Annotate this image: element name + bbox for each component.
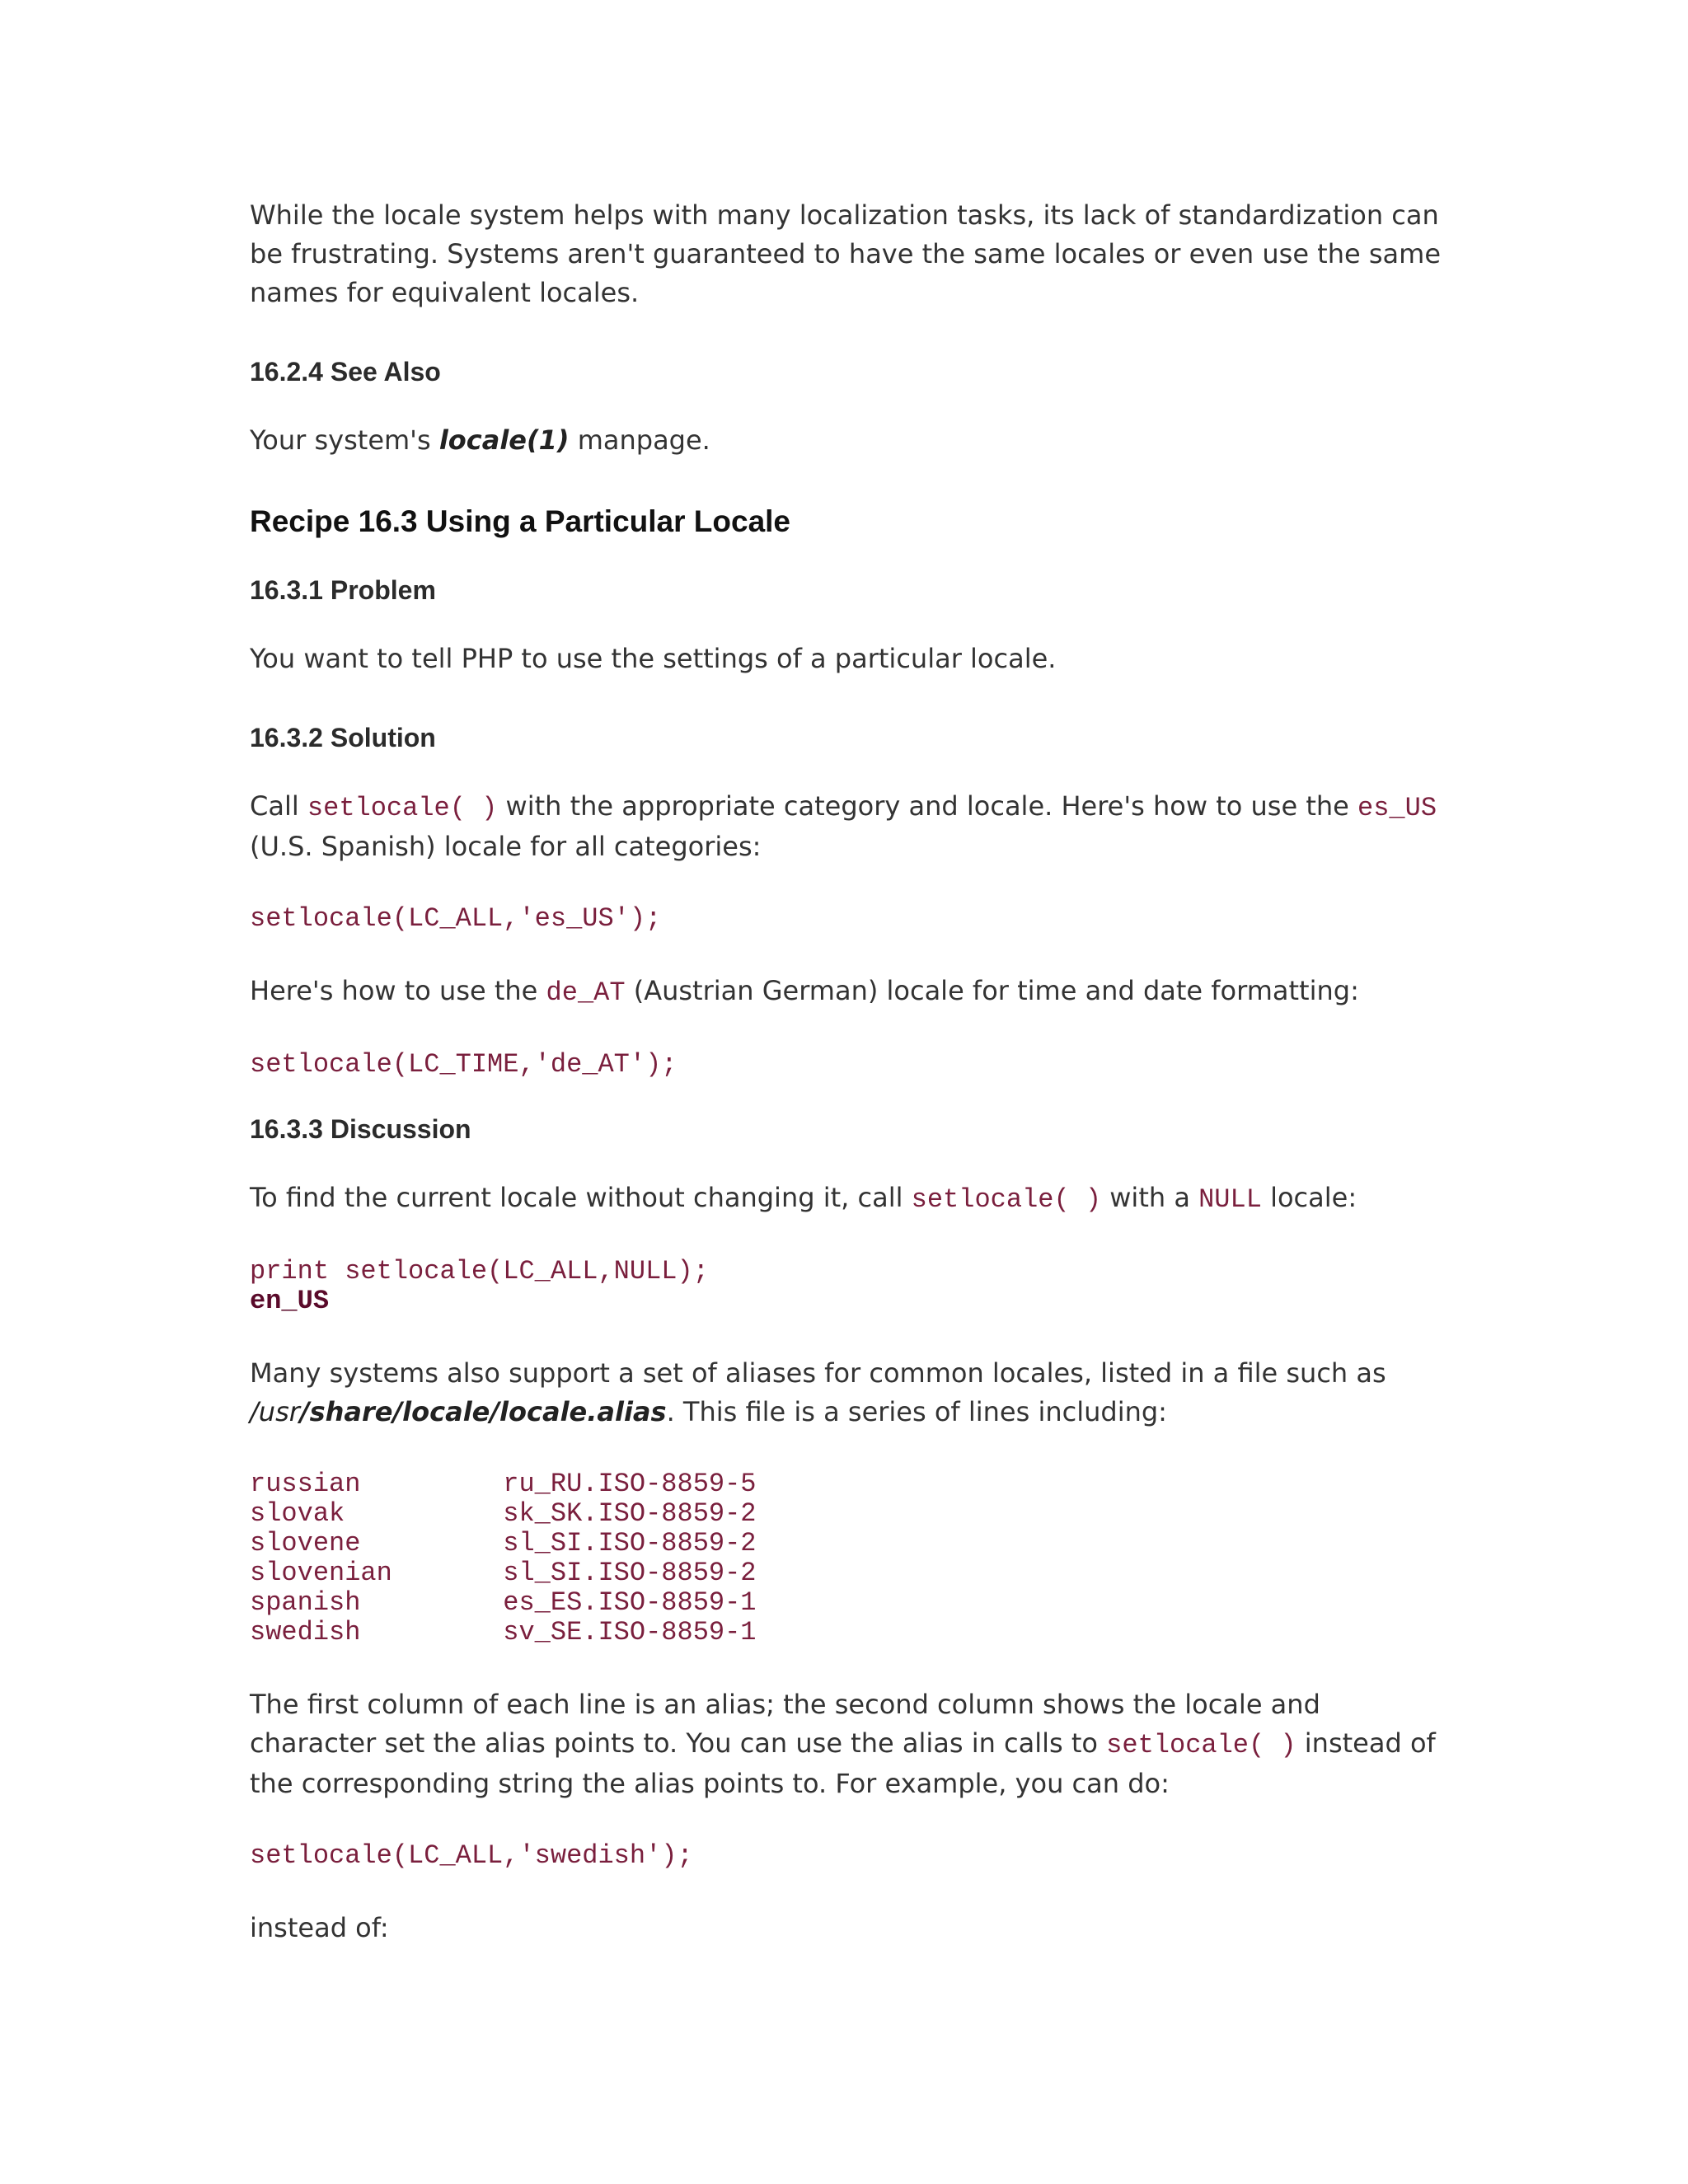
inline-code: setlocale( ): [911, 1184, 1102, 1215]
solution-paragraph-2: Here's how to use the de_AT (Austrian German) locale for time and date formatting:: [250, 975, 1359, 1008]
inline-code: setlocale( ): [1106, 1730, 1296, 1760]
problem-paragraph: You want to tell PHP to use the settings of a particular locale.: [250, 643, 1057, 674]
discussion-paragraph-2: Many systems also support a set of aliases for common locales, listed in a file such as /usr/share/locale/locale.alias. This file is a series of lines including:: [250, 1357, 1386, 1427]
see-also-heading: 16.2.4 See Also: [250, 357, 441, 387]
manpage-reference: locale(1): [438, 424, 570, 456]
code-block-print-setlocale: print setlocale(LC_ALL,NULL); en_US: [250, 1256, 709, 1316]
alias-line: slovak sk_SK.ISO-8859-2: [250, 1498, 757, 1529]
discussion-heading: 16.3.3 Discussion: [250, 1114, 471, 1144]
alias-line: russian ru_RU.ISO-8859-5: [250, 1469, 757, 1499]
code-output: en_US: [250, 1286, 330, 1316]
code-block-setlocale-swedish: setlocale(LC_ALL,'swedish');: [250, 1840, 693, 1871]
alias-line: slovene sl_SI.ISO-8859-2: [250, 1528, 757, 1558]
solution-heading: 16.3.2 Solution: [250, 723, 436, 752]
discussion-paragraph-3: The first column of each line is an alias; the second column shows the locale and character set the alias points to. You can use the alias in calls to setlocale( ) instead of the corresponding string the alias points to. For example, you can do:: [250, 1689, 1436, 1799]
code-block-setlocale-es-us: setlocale(LC_ALL,'es_US');: [250, 903, 662, 934]
inline-code: setlocale( ): [307, 793, 498, 823]
file-path: /usr/share/locale/locale.alias: [250, 1396, 667, 1427]
recipe-title: Recipe 16.3 Using a Particular Locale: [250, 504, 791, 538]
inline-code: NULL: [1198, 1184, 1262, 1215]
inline-code: es_US: [1357, 793, 1437, 823]
code-block-alias-list: [250, 1469, 1441, 1647]
solution-paragraph-1: Call setlocale( ) with the appropriate category and locale. Here's how to use the es_US (U.S. Spanish) locale for all categories:: [250, 790, 1437, 862]
alias-line: slovenian sl_SI.ISO-8859-2: [250, 1558, 757, 1588]
discussion-paragraph-1: To find the current locale without changing it, call setlocale( ) with a NULL locale:: [250, 1182, 1357, 1215]
see-also-paragraph: Your system's locale(1) manpage.: [250, 424, 710, 456]
alias-line: swedish sv_SE.ISO-8859-1: [250, 1617, 757, 1647]
problem-heading: 16.3.1 Problem: [250, 575, 436, 605]
inline-code: de_AT: [546, 977, 626, 1008]
code-block-setlocale-de-at: setlocale(LC_TIME,'de_AT');: [250, 1049, 678, 1080]
alias-line: spanish es_ES.ISO-8859-1: [250, 1587, 757, 1618]
intro-paragraph: While the locale system helps with many localization tasks, its lack of standardization can be frustrating. Systems aren't guaranteed to have the same locales or even use the same names for equivalent locales.: [250, 199, 1441, 308]
discussion-paragraph-4: instead of:: [250, 1912, 389, 1943]
